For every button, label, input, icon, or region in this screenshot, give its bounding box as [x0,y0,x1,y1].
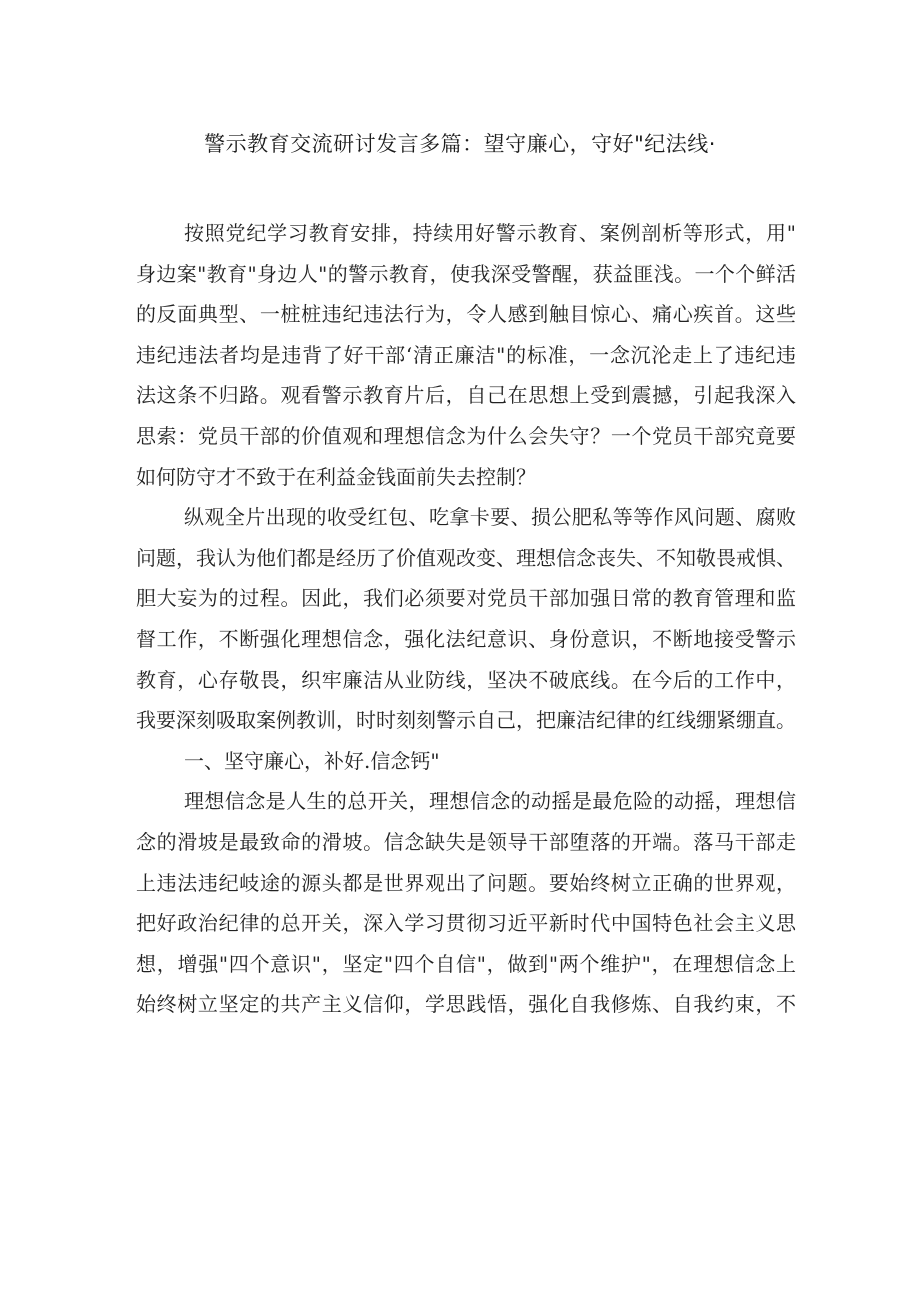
paragraph-line: 上违法违纪岐途的源头都是世界观出了问题。要始终树立正确的世界观， [136,870,796,895]
paragraph-line: 纵观全片出现的收受红包、吃拿卡要、损公肥私等等作风问题、腐败 [184,505,796,530]
paragraph-line: 教育，心存敬畏，织牢廉洁从业防线，坚决不破底线。在今后的工作中， [136,667,796,692]
paragraph-line: 违纪违法者均是违背了好干部‘清正廉洁"的标准，一念沉沦走上了违纪违 [136,342,796,367]
paragraph-line: 念的滑坡是最致命的滑坡。信念缺失是领导干部堕落的开端。落马干部走 [136,829,796,854]
document-body [136,213,796,1025]
paragraph-line: 理想信念是人生的总开关，理想信念的动摇是最危险的动摇，理想信 [184,789,796,814]
paragraph-line: 身边案"教育"身边人"的警示教育，使我深受警醒，获益匪浅。一个个鲜活 [136,261,796,286]
paragraph-line: 始终树立坚定的共产主义信仰，学思践悟，强化自我修炼、自我约束，不 [136,992,796,1017]
paragraph-line: 按照党纪学习教育安排，持续用好警示教育、案例剖析等形式，用" [184,221,796,245]
paragraph-line: 胆大妄为的过程。因此，我们必须要对党员干部加强日常的教育管理和监 [136,586,796,611]
paragraph-line: 的反面典型、一桩桩违纪违法行为，令人感到触目惊心、痛心疾首。这些 [136,302,796,327]
paragraph-line: 把好政治纪律的总开关，深入学习贯彻习近平新时代中国特色社会主义思 [136,911,796,936]
paragraph-line: 如何防守才不致于在利益金钱面前失去控制？ [136,464,536,489]
paragraph-line: 问题，我认为他们都是经历了价值观改变、理想信念丧失、不知敬畏戒惧、 [136,545,796,570]
document-title: 警示教育交流研讨发言多篇：望守廉心，守好"纪法线· [204,132,716,156]
paragraph-line: 想，增强"四个意识"，坚定"四个自信"，做到"两个维护"，在理想信念上 [136,951,796,976]
paragraph-line: 法这条不归路。观看警示教育片后，自己在思想上受到震撼，引起我深入 [136,383,796,408]
paragraph-line: 我要深刻吸取案例教训，时时刻刻警示自己，把廉洁纪律的红线绷紧绷直。 [136,708,796,733]
paragraph-line: 督工作，不断强化理想信念，强化法纪意识、身份意识，不断地接受警示 [136,626,796,651]
paragraph-1 [136,213,796,497]
section-paragraph [136,781,796,1025]
paragraph-2 [136,497,796,741]
paragraph-line: 思索：党员干部的价值观和理想信念为什么会失守？一个党员干部究竟要 [136,423,796,448]
section-heading: 一、坚守廉心，补好.信念钙" [184,748,440,773]
